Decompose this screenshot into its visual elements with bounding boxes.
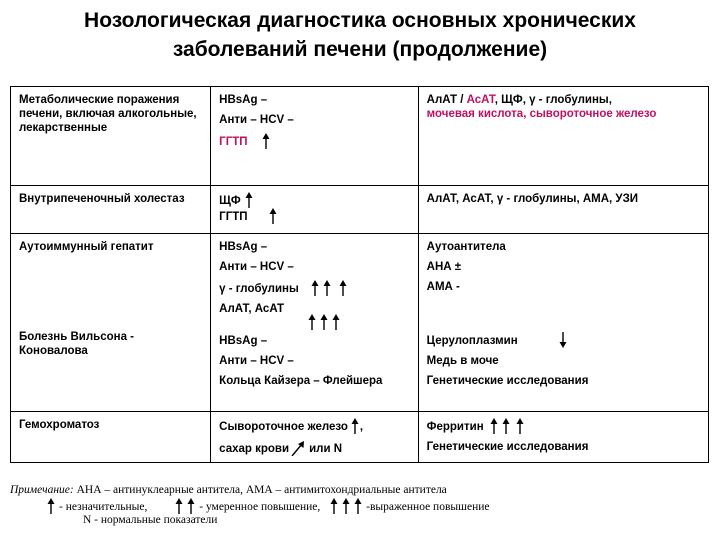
up-arrow-icon: [261, 133, 271, 149]
legend-strong: -выраженное повышение: [366, 501, 490, 513]
up-arrow-icon: [489, 418, 499, 434]
tests-cell: [418, 87, 708, 186]
up-arrow-icon: [307, 314, 317, 330]
arrow-legend: [40, 498, 490, 514]
marker-line: АлАТ, АсАТ: [219, 303, 285, 315]
up-arrow-icon: [501, 418, 511, 434]
marker-line: HBsAg –: [219, 94, 268, 106]
disease-cell: [11, 186, 211, 234]
tests-line: АНА ±: [426, 261, 462, 273]
tests-line: Генетические исследования: [426, 441, 589, 453]
legend-slight-arrows: [44, 498, 56, 514]
up-arrow-icon: [244, 192, 254, 208]
title-line-2: заболеваний печени (продолжение): [172, 38, 548, 61]
tests-text: Ферритин: [426, 421, 484, 433]
tests-line: [427, 418, 700, 434]
disease-cell: [11, 87, 211, 186]
up-arrow-icon: [186, 498, 196, 514]
disease-name: Внутрипеченочный холестаз: [19, 193, 185, 205]
up-arrow-icon: [268, 208, 278, 224]
table-row: [11, 186, 709, 234]
up-arrow-icon: [291, 440, 305, 456]
title-line-1: Нозологическая диагностика основных хронических: [84, 9, 636, 32]
tests-text: Церулоплазмин: [426, 335, 518, 347]
tests-text: [427, 94, 657, 120]
tests-line: [427, 332, 700, 348]
up-arrow-icon: [331, 314, 341, 330]
marker-text: или N: [309, 443, 343, 455]
table-row: [11, 87, 709, 186]
page-title: [0, 6, 720, 64]
disease-cell: [11, 412, 211, 463]
markers-cell: [211, 186, 419, 234]
marker-line: Анти – HCV –: [219, 114, 294, 126]
markers-cell: [211, 87, 419, 186]
footnote-text: АНА – антинуклеарные антитела, АМА – антимитохондриальные антитела: [73, 484, 447, 496]
arrow-group: [305, 314, 410, 330]
legend-normal: N - нормальные показатели: [83, 514, 218, 526]
marker-text: Сывороточное железо: [219, 421, 348, 433]
tests-line: Генетические исследования: [426, 375, 589, 387]
tests-line: Медь в моче: [426, 355, 499, 367]
tests-part: АлАТ /: [426, 94, 467, 106]
tests-cell: [418, 186, 708, 234]
up-arrow-icon: [46, 498, 56, 514]
table-row: [11, 412, 709, 463]
marker-line: [219, 192, 410, 208]
disease-name: Гемохроматоз: [19, 419, 100, 431]
marker-line: [219, 280, 410, 296]
marker-text: сахар крови: [219, 443, 290, 455]
marker-text: ,: [359, 421, 364, 433]
table-row: [11, 234, 709, 412]
legend-moderate-arrows: [172, 498, 196, 514]
marker-text: ГГТП: [219, 211, 248, 223]
tests-part: , ЩФ, γ - глобулины,: [494, 94, 612, 106]
up-arrow-icon: [515, 418, 525, 434]
down-arrow-icon: [558, 332, 568, 348]
marker-line: [219, 418, 410, 434]
marker-line: [219, 208, 410, 224]
up-arrow-icon: [329, 498, 339, 514]
up-arrow-icon: [310, 280, 320, 296]
tests-part: мочевая кислота, сывороточное железо: [426, 108, 657, 120]
up-arrow-icon: [341, 498, 351, 514]
markers-cell: [211, 412, 419, 463]
legend-moderate: - умеренное повышение,: [199, 501, 321, 513]
markers-cell: [211, 234, 419, 412]
footnote-label: Примечание:: [10, 484, 74, 496]
marker-line: [219, 133, 410, 149]
up-arrow-icon: [174, 498, 184, 514]
disease-name: Метаболические поражения печени, включая алкогольные, лекарственные: [19, 94, 197, 134]
tests-line: Аутоантитела: [426, 241, 506, 253]
up-arrow-icon: [338, 280, 348, 296]
marker-line: Кольца Кайзера – Флейшера: [219, 375, 383, 387]
marker-line: HBsAg –: [219, 241, 268, 253]
legend-slight: - незначительные,: [59, 501, 148, 513]
up-arrow-icon: [353, 498, 363, 514]
marker-line: [219, 440, 410, 456]
disease-name: Аутоиммунный гепатит: [19, 241, 154, 253]
tests-text: АлАТ, АсАТ, γ - глобулины, АМА, УЗИ: [426, 193, 639, 205]
marker-line: HBsAg –: [219, 335, 268, 347]
footnote: [10, 482, 710, 498]
disease-name: Болезнь Вильсона - Коновалова: [19, 331, 135, 357]
marker-text: γ - глобулины: [219, 283, 299, 295]
legend-strong-arrows: [327, 498, 363, 514]
marker-text: ЩФ: [219, 195, 241, 207]
tests-line: АМА -: [426, 281, 460, 293]
up-arrow-icon: [350, 418, 360, 434]
marker-line: Анти – HCV –: [219, 261, 294, 273]
diagnosis-table: [10, 86, 709, 463]
tests-cell: [418, 234, 708, 412]
tests-part: АсАТ: [466, 94, 495, 106]
marker-line: Анти – HCV –: [219, 355, 294, 367]
marker-text: ГГТП: [219, 136, 248, 148]
tests-cell: [418, 412, 708, 463]
disease-cell: [11, 234, 211, 412]
up-arrow-icon: [322, 280, 332, 296]
up-arrow-icon: [319, 314, 329, 330]
